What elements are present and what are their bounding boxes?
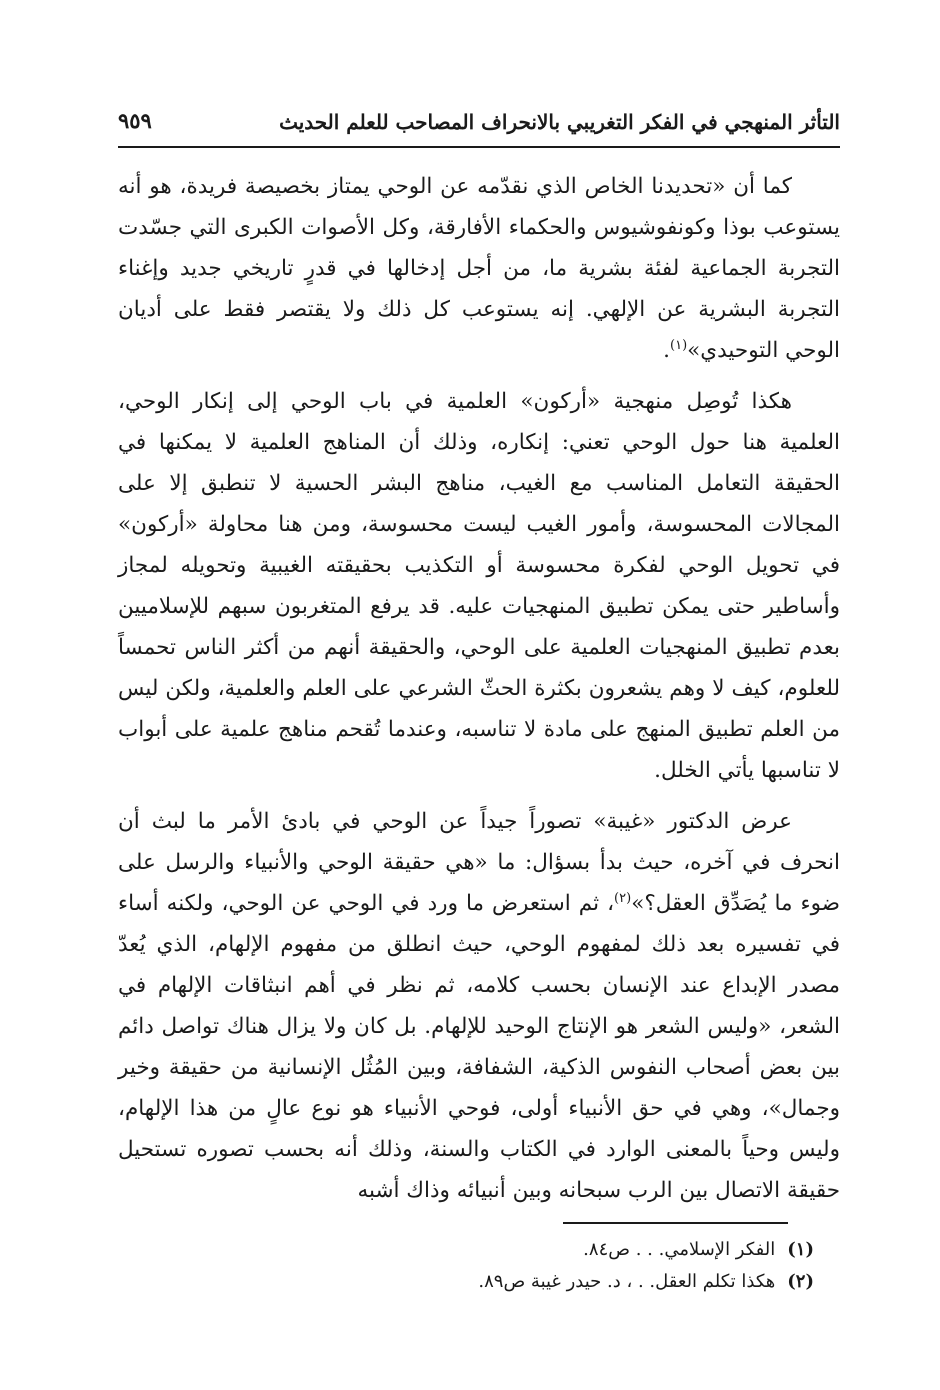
footnote-separator (563, 1222, 788, 1224)
paragraph (118, 381, 840, 791)
paragraph-tail: ، ثم استعرض ما ورد في الوحي عن الوحي، ولكنه أساء في تفسيره بعد ذلك لمفهوم الوحي، حيث انطلق من مفهوم الإلهام، الذي يُعدّ مصدر الإبداع عند الإنسان بحسب كلامه، ثم نظر في أهم انبثاقات الإلهام في الشعر، «وليس الشعر هو الإنتاج الوحيد للإلهام. بل كان ولا يزال هناك تواصل دائم بين بعض أصحاب النفوس الذكية، الشفافة، وبين المُثُل الإنسانية من حقيقة وخير وجمال»، وهي في حق الأنبياء أولى، فوحي الأنبياء هو نوع عالٍ من هذا الإلهام، وليس وحياً بالمعنى الوارد في الكتاب والسنة، وذلك أنه بحسب تصوره تستحيل حقيقة الاتصال بين الرب سبحانه وبين أنبيائه وذاك أشبه (118, 891, 840, 1203)
footnote-text: الفكر الإسلامي. . . ص٨٤. (583, 1239, 776, 1260)
running-header-title: التأثر المنهجي في الفكر التغريبي بالانحراف المصاحب للعلم الحديث (279, 110, 840, 134)
main-text (118, 166, 840, 1221)
running-header (118, 108, 840, 138)
paragraph (118, 801, 840, 1211)
footnote (118, 1234, 840, 1266)
page-number: ٩٥٩ (118, 108, 152, 133)
footnotes (118, 1234, 840, 1298)
header-rule (118, 146, 840, 148)
footnote-ref: (١) (670, 337, 688, 353)
paragraph-text: هكذا تُوصِل منهجية «أركون» العلمية في باب الوحي إلى إنكار الوحي، العلمية هنا حول الوحي تعني: إنكاره، وذلك أن المناهج العلمية لا يمكنها في الحقيقة التعامل المناسب مع الغيب، مناهج البشر الحسية لا تنطبق إلا على المجالات المحسوسة، وأمور الغيب ليست محسوسة، ومن هنا محاولة «أركون» في تحويل الوحي لفكرة محسوسة أو التكذيب بحقيقته الغيبية وتحويله لمجاز وأساطير حتى يمكن تطبيق المنهجيات عليه. قد يرفع المتغربون سبهم للإسلاميين بعدم تطبيق المنهجيات العلمية على الوحي، والحقيقة أنهم من أكثر الناس تحمساً للعلوم، كيف لا وهم يشعرون بكثرة الحثّ الشرعي على العلم والعلمية، ولكن ليس من العلم تطبيق المنهج على مادة لا تناسبه، وعندما تُقحم مناهج علمية على أبواب لا تناسبها يأتي الخلل. (118, 389, 840, 783)
footnote (118, 1266, 840, 1298)
paragraph-text: كما أن «تحديدنا الخاص الذي نقدّمه عن الوحي يمتاز بخصيصة فريدة، هو أنه يستوعب بوذا وكونفوشيوس والحكماء الأفارقة، وكل الأصوات الكبرى التي جسّدت التجربة الجماعية لفئة بشرية ما، من أجل إدخالها في قدرٍ تاريخي جديد وإغناء التجربة البشرية عن الإلهي. إنه يستوعب كل ذلك ولا يقتصر فقط على أديان الوحي التوحيدي» (118, 174, 840, 363)
footnote-number: (١) (787, 1239, 814, 1260)
footnote-ref: (٢) (614, 890, 632, 906)
paragraph (118, 166, 840, 371)
footnote-text: هكذا تكلم العقل. . ، د. حيدر غيبة ص٨٩. (478, 1271, 776, 1292)
footnote-number: (٢) (787, 1271, 814, 1292)
paragraph-tail: . (663, 338, 671, 363)
paragraph-text: عرض الدكتور «غيبة» تصوراً جيداً عن الوحي في بادئ الأمر ما لبث أن انحرف في آخره، حيث بدأ بسؤال: ما «هي حقيقة الوحي والأنبياء والرسل على ضوء ما يُصَدِّق العقل؟» (118, 809, 841, 916)
